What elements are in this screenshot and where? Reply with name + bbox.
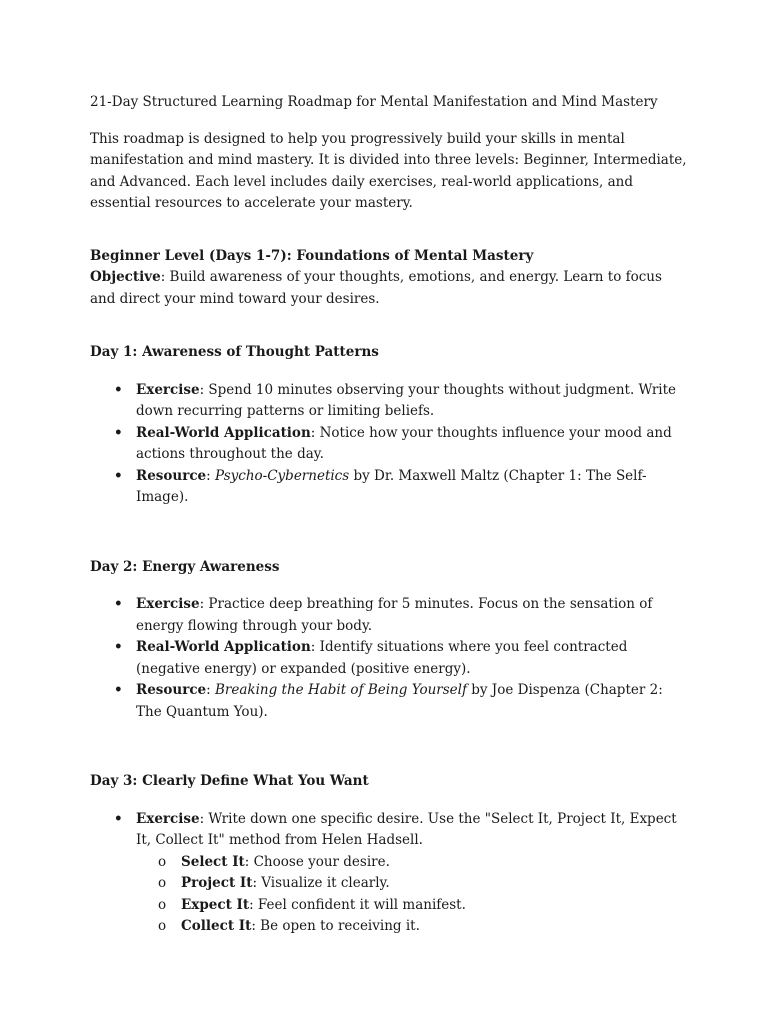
bullet-icon: • bbox=[114, 682, 123, 698]
application-label: Real-World Application bbox=[136, 639, 311, 655]
circle-bullet-icon: o bbox=[158, 896, 167, 913]
resource-label: Resource bbox=[136, 682, 207, 698]
objective-text: : Build awareness of your thoughts, emotions, and energy. Learn to focus and direct your mind toward your desires. bbox=[90, 269, 662, 307]
step-term: Select It bbox=[181, 853, 245, 870]
day3-list bbox=[90, 809, 690, 852]
list-item bbox=[90, 423, 690, 466]
day2-heading: Day 2: Energy Awareness bbox=[90, 558, 280, 575]
circle-bullet-icon: o bbox=[158, 918, 167, 934]
spacer bbox=[90, 723, 690, 771]
resource-text: by Dr. Maxwell Maltz (Chapter 1: The Self-Image). bbox=[136, 467, 647, 505]
sub-list-item bbox=[90, 852, 690, 874]
application-text: : Notice how your thoughts influence your mood and actions throughout the day. bbox=[136, 424, 672, 462]
document-body bbox=[90, 92, 690, 938]
resource-text: by Joe Dispenza (Chapter 2: The Quantum You). bbox=[136, 682, 663, 720]
exercise-text: : Write down one specific desire. Use the "Select It, Project It, Expect It, Collect It" method from Helen Hadsell. bbox=[136, 810, 677, 848]
bullet-icon: • bbox=[114, 424, 123, 441]
day2-list bbox=[90, 594, 690, 723]
beginner-level-heading: Beginner Level (Days 1-7): Foundations of Mental Mastery bbox=[90, 247, 534, 264]
step-text: : Be open to receiving it. bbox=[251, 918, 420, 934]
list-item bbox=[90, 594, 690, 637]
resource-title: Breaking the Habit of Being Yourself bbox=[215, 682, 467, 698]
day3-heading: Day 3: Clearly Define What You Want bbox=[90, 773, 369, 789]
bullet-icon: • bbox=[114, 810, 123, 827]
list-item bbox=[90, 380, 690, 423]
objective-paragraph bbox=[90, 267, 690, 310]
exercise-label: Exercise bbox=[136, 810, 200, 827]
day1-list bbox=[90, 380, 690, 509]
resource-prefix: : bbox=[206, 467, 215, 484]
step-term: Expect It bbox=[181, 896, 250, 913]
exercise-label: Exercise bbox=[136, 596, 200, 612]
list-item bbox=[90, 809, 690, 852]
document-title: 21-Day Structured Learning Roadmap for Mental Manifestation and Mind Mastery bbox=[90, 94, 658, 110]
application-label: Real-World Application bbox=[136, 424, 311, 441]
exercise-text: : Practice deep breathing for 5 minutes. Focus on the sensation of energy flowing through your body. bbox=[136, 596, 653, 634]
circle-bullet-icon: o bbox=[158, 853, 167, 870]
objective-label: Objective bbox=[90, 269, 161, 285]
step-text: : Feel confident it will manifest. bbox=[249, 896, 466, 913]
exercise-label: Exercise bbox=[136, 381, 200, 398]
bullet-icon: • bbox=[114, 639, 123, 655]
exercise-text: : Spend 10 minutes observing your thoughts without judgment. Write down recurring patterns or limiting beliefs. bbox=[136, 381, 677, 419]
intro-paragraph: This roadmap is designed to help you progressively build your skills in mental manifestation and mind mastery. It is divided into three levels: Beginner, Intermediate, and Advanced. Each level includes daily exercises, real-world applications, and essential resources to accelerate your mastery. bbox=[90, 130, 687, 211]
resource-prefix: : bbox=[206, 682, 215, 698]
step-term: Collect It bbox=[181, 918, 252, 934]
resource-title: Psycho-Cybernetics bbox=[215, 467, 350, 484]
list-item bbox=[90, 680, 690, 723]
day1-heading: Day 1: Awareness of Thought Patterns bbox=[90, 344, 379, 360]
sub-list-item bbox=[90, 895, 690, 917]
bullet-icon: • bbox=[114, 596, 123, 612]
bullet-icon: • bbox=[114, 381, 123, 398]
spacer bbox=[90, 509, 690, 557]
resource-label: Resource bbox=[136, 467, 207, 484]
list-item bbox=[90, 637, 690, 680]
circle-bullet-icon: o bbox=[158, 875, 167, 891]
list-item bbox=[90, 466, 690, 509]
step-text: : Choose your desire. bbox=[244, 853, 390, 870]
sub-list-item bbox=[90, 873, 690, 895]
step-term: Project It bbox=[181, 875, 253, 891]
application-text: : Identify situations where you feel contracted (negative energy) or expanded (positive energy). bbox=[136, 639, 628, 677]
sub-list-item bbox=[90, 916, 690, 938]
bullet-icon: • bbox=[114, 467, 123, 484]
step-text: : Visualize it clearly. bbox=[252, 875, 390, 891]
day3-steps-list bbox=[90, 852, 690, 938]
